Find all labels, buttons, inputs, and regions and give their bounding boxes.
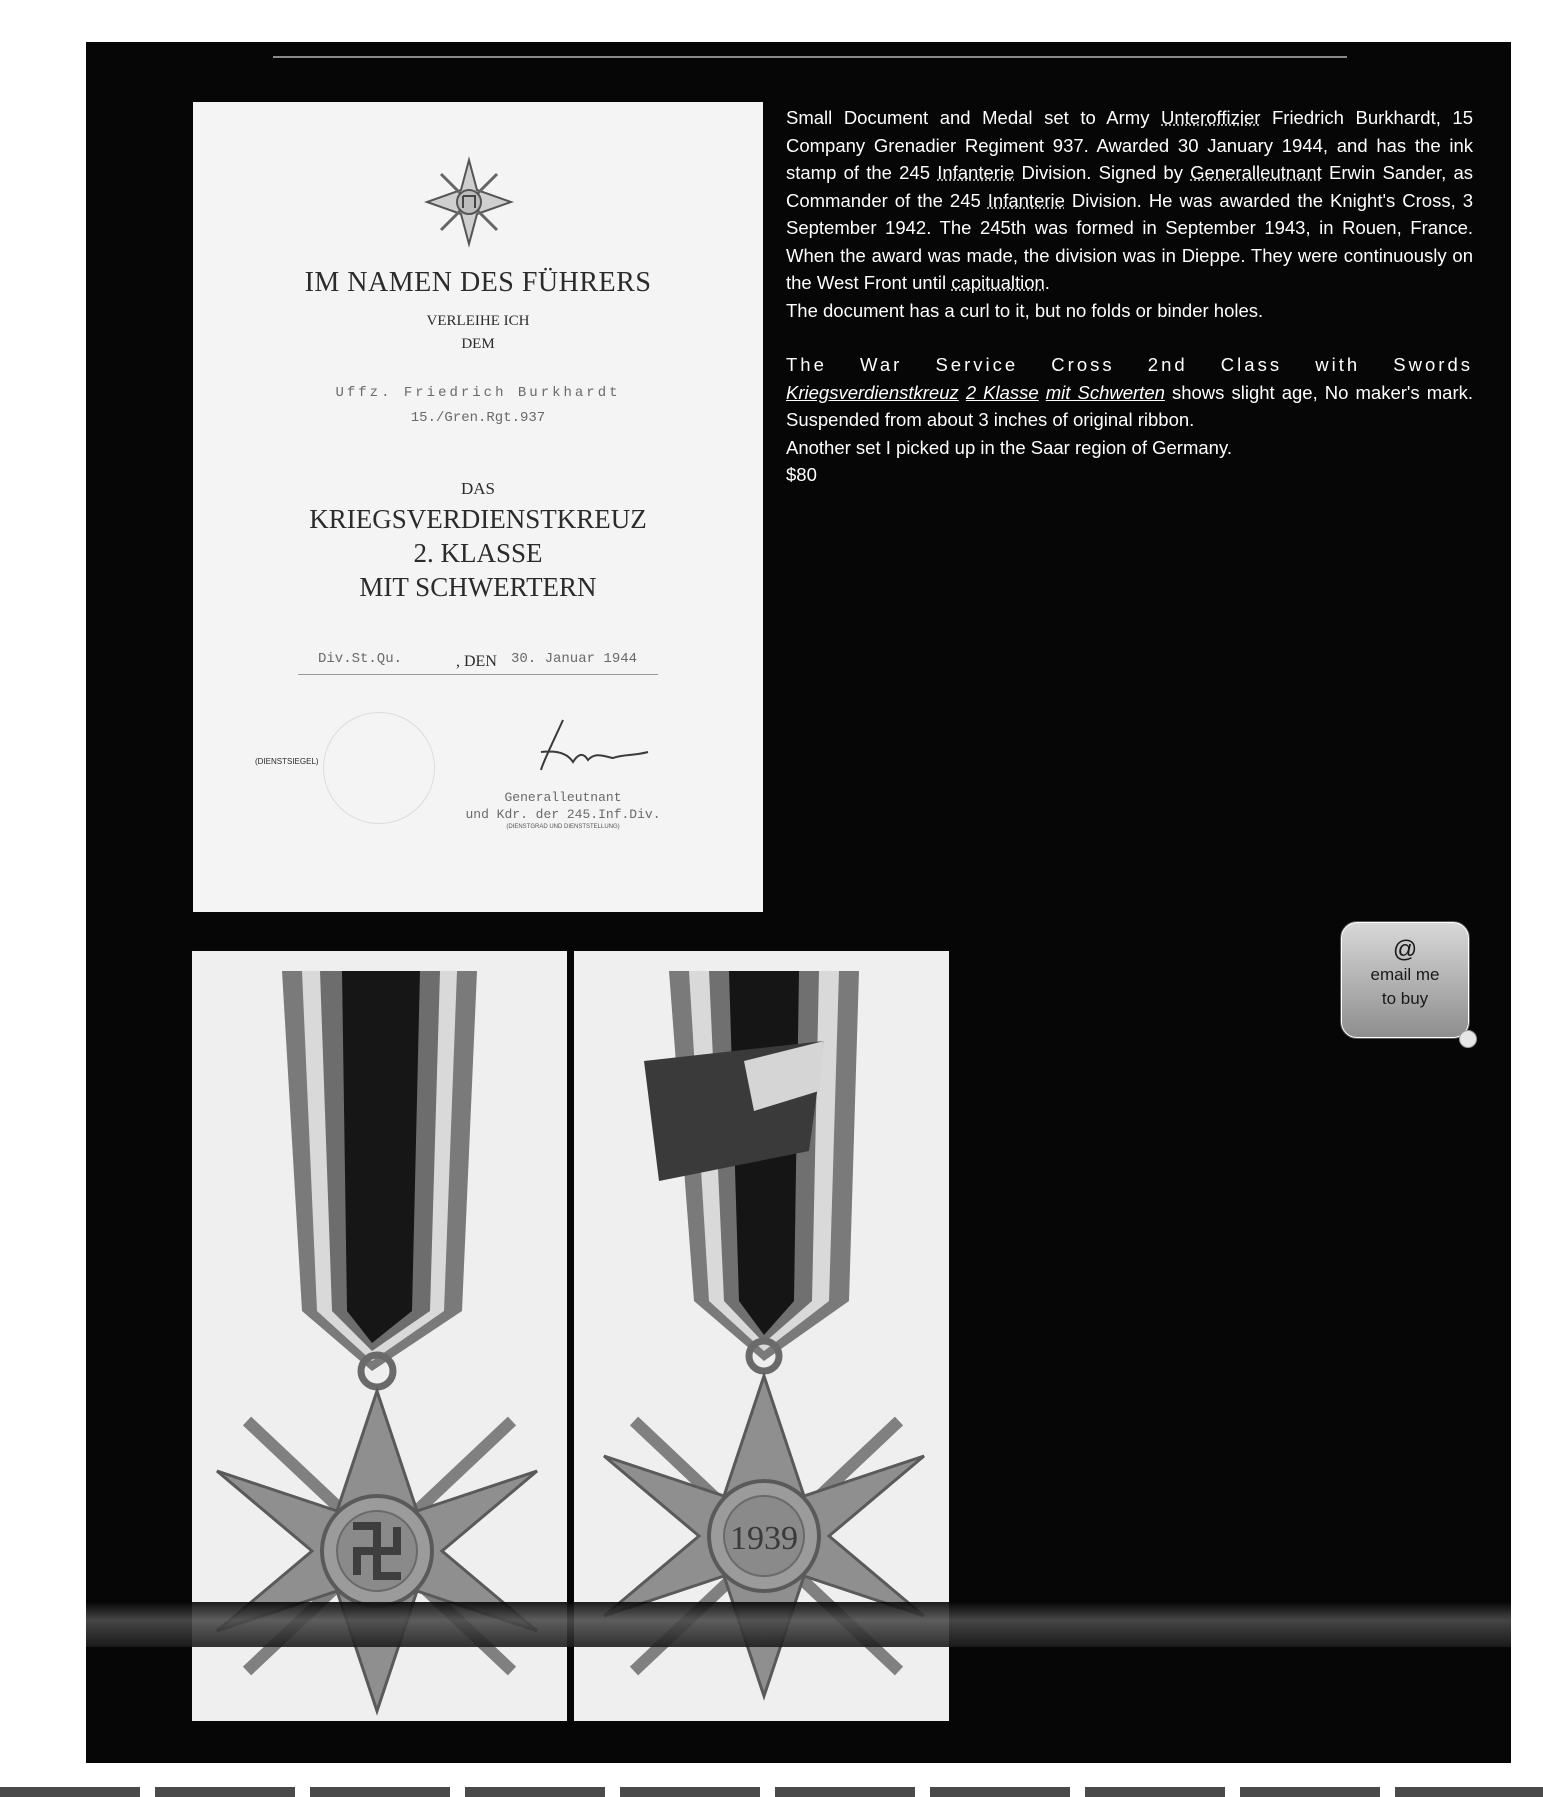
certificate-verleihe: VERLEIHE ICH bbox=[426, 313, 530, 329]
certificate-dept-label: (DIENSTGRAD UND DIENSTSTELLUNG) bbox=[506, 824, 620, 830]
email-button-label-2: to buy bbox=[1381, 989, 1429, 1008]
term-capitualtion: capitualtion bbox=[951, 272, 1045, 293]
description-paragraph-1 bbox=[786, 104, 1473, 297]
description-paragraph-2 bbox=[786, 351, 1473, 434]
certificate-rank: Generalleutnant bbox=[504, 790, 622, 805]
cross-emblem-icon bbox=[419, 152, 519, 252]
tab-item[interactable] bbox=[620, 1787, 760, 1797]
term-mit-schwerten: mit Schwerten bbox=[1045, 381, 1165, 403]
signature bbox=[523, 712, 663, 782]
tab-strip bbox=[0, 1787, 1543, 1797]
term-generalleutnant: Generalleutnant bbox=[1190, 162, 1322, 183]
certificate-seal-label: (DIENSTSIEGEL) bbox=[255, 757, 319, 766]
certificate-recipient: Uffz. Friedrich Burkhardt bbox=[335, 385, 621, 401]
item-description bbox=[786, 104, 1473, 489]
certificate-award-name: KRIEGSVERDIENSTKREUZ bbox=[309, 504, 647, 534]
text-run bbox=[1039, 382, 1046, 403]
term-kriegsverdienstkreuz: Kriegsverdienstkreuz bbox=[786, 381, 959, 403]
tab-item[interactable] bbox=[1085, 1787, 1225, 1797]
description-condition: The document has a curl to it, but no folds or binder holes. bbox=[786, 299, 1264, 321]
text-run: . bbox=[1044, 272, 1050, 293]
term-unteroffizier: Unteroffizier bbox=[1161, 107, 1261, 128]
text-run: shows slight age, No maker's mark. Suspended from about 3 inches of original ribbon. bbox=[786, 381, 1473, 430]
term-infanterie: Infanterie bbox=[987, 189, 1065, 211]
term-infanterie: Infanterie bbox=[937, 162, 1015, 183]
text-run: Friedrich Burkhardt, 15 Company Grenadier Regiment 937. Awarded 30 January 1944, and has the ink stamp of the 245 bbox=[786, 107, 1473, 183]
price: $80 bbox=[786, 464, 817, 485]
link-badge-icon bbox=[1459, 1030, 1477, 1048]
certificate-heading: IM NAMEN DES FÜHRERS bbox=[304, 267, 652, 298]
at-icon: @ bbox=[1392, 936, 1418, 963]
text-run: The War Service Cross 2nd Class with Swords bbox=[786, 354, 1473, 375]
text-run: Small Document and Medal set to Army bbox=[786, 107, 1162, 128]
tab-item[interactable] bbox=[155, 1787, 295, 1797]
email-button-label-1: email me bbox=[1370, 965, 1440, 984]
tab-item[interactable] bbox=[930, 1787, 1070, 1797]
certificate-den: , DEN bbox=[456, 653, 497, 670]
page-panel bbox=[86, 42, 1511, 1763]
certificate-das: DAS bbox=[460, 479, 495, 498]
certificate-date: 30. Januar 1944 bbox=[511, 651, 638, 667]
email-me-button[interactable] bbox=[1341, 922, 1469, 1038]
certificate-commander: und Kdr. der 245.Inf.Div. bbox=[465, 807, 661, 822]
certificate-unit: 15./Gren.Rgt.937 bbox=[410, 410, 546, 426]
tab-item[interactable] bbox=[1395, 1787, 1543, 1797]
award-certificate bbox=[193, 102, 763, 912]
text-run: Erwin Sander, as Commander of the 245 bbox=[786, 162, 1473, 211]
description-origin: Another set I picked up in the Saar region of Germany. bbox=[786, 436, 1232, 458]
tab-item[interactable] bbox=[465, 1787, 605, 1797]
text-run: Division. Signed by bbox=[1014, 162, 1191, 183]
certificate-dem: DEM bbox=[461, 336, 495, 352]
term-klasse: 2 Klasse bbox=[965, 381, 1039, 403]
tab-item[interactable] bbox=[0, 1787, 140, 1797]
certificate-place: Div.St.Qu. bbox=[318, 651, 403, 667]
text-run bbox=[959, 382, 966, 403]
tab-item[interactable] bbox=[775, 1787, 915, 1797]
certificate-award-class: 2. KLASSE bbox=[413, 538, 543, 568]
text-run: Division. He was awarded the Knight's Cross, 3 September 1942. The 245th was formed in September 1943, in Rouen, France. When the award was made, the division was in Dieppe. They were continuously on the West Front until bbox=[786, 189, 1473, 293]
certificate-award-swords: MIT SCHWERTERN bbox=[359, 572, 597, 602]
medal-year-label: 1939 bbox=[730, 1520, 798, 1557]
tab-item[interactable] bbox=[1240, 1787, 1380, 1797]
tab-item[interactable] bbox=[310, 1787, 450, 1797]
certificate-date-line bbox=[298, 674, 658, 675]
scan-artifact-band bbox=[86, 1602, 1511, 1647]
top-rule bbox=[273, 56, 1347, 58]
